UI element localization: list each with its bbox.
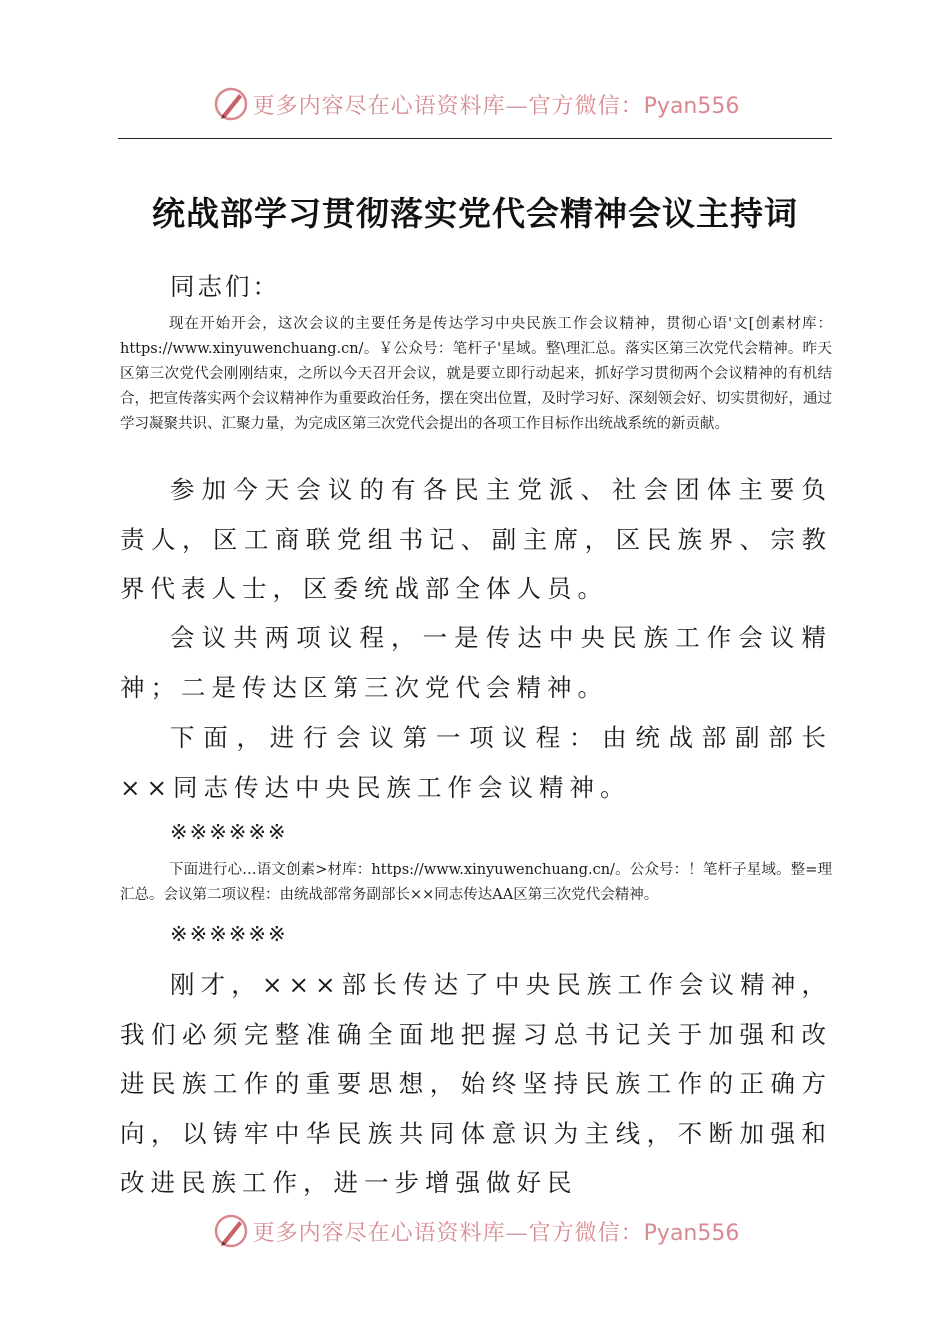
watermark-wechat-id: Pyan556 bbox=[643, 1220, 740, 1246]
paragraph-1: 现在开始开会，这次会议的主要任务是传达学习中央民族工作会议精神，贯彻心语'文[创素材库：https://www.xinyuwenchuang.cn/。￥公众号：笔杆子'星域。整\理汇总。落实区第三次党代会精神。昨天区第三次党代会刚刚结束，之所以今天召开会议，就是要立即行动起来，抓好学习贯彻两个会议精神的有机结合，把宣传落实两个会议精神作为重要政治任务，摆在突出位置，及时学习好、深刻领会好、切实贯彻好，通过学习凝聚共识、汇聚力量，为完成区第三次党代会提出的各项工作目标作出统战系统的新贡献。 bbox=[120, 316, 832, 432]
footer-watermark bbox=[0, 1207, 950, 1255]
watermark-text: 更多内容尽在心语资料库 bbox=[252, 1220, 506, 1246]
watermark-contact: 官方微信： bbox=[528, 93, 644, 119]
paragraph-4: 下面，进行会议第一项议程：由统战部副部长××同志传达中央民族工作会议精神。 bbox=[120, 723, 832, 802]
header-rule bbox=[118, 138, 832, 139]
section-divider-1: ※※※※※※ bbox=[170, 820, 288, 844]
watermark-contact: 官方微信： bbox=[528, 1220, 644, 1246]
document-title: 统战部学习贯彻落实党代会精神会议主持词 bbox=[152, 194, 798, 233]
watermark-separator: — bbox=[505, 1220, 529, 1246]
watermark-separator: — bbox=[505, 93, 529, 119]
pen-logo-icon bbox=[211, 84, 251, 124]
paragraph-6: 刚才，×××部长传达了中央民族工作会议精神，我们必须完整准确全面地把握习总书记关于加强和改进民族工作的重要思想，始终坚持民族工作的正确方向，以铸牢中华民族共同体意识为主线，不断加强和改进民族工作，进一步增强做好民 bbox=[120, 970, 832, 1197]
header-watermark bbox=[0, 80, 950, 128]
paragraph-5: 下面进行心…语文创素>材库：https://www.xinyuwenchuang.cn/。公众号：！笔杆子星域。整=理汇总。会议第二项议程：由统战部常务副部长××同志传达AA区第三次党代会精神。 bbox=[120, 862, 832, 903]
greeting: 同志们： bbox=[170, 272, 280, 301]
pen-logo-icon bbox=[211, 1211, 251, 1251]
paragraph-3: 会议共两项议程，一是传达中央民族工作会议精神；二是传达区第三次党代会精神。 bbox=[120, 623, 832, 702]
watermark-wechat-id: Pyan556 bbox=[643, 93, 740, 119]
paragraph-2: 参加今天会议的有各民主党派、社会团体主要负责人，区工商联党组书记、副主席，区民族界、宗教界代表人士，区委统战部全体人员。 bbox=[120, 475, 832, 603]
watermark-text: 更多内容尽在心语资料库 bbox=[252, 93, 506, 119]
section-divider-2: ※※※※※※ bbox=[170, 922, 288, 946]
